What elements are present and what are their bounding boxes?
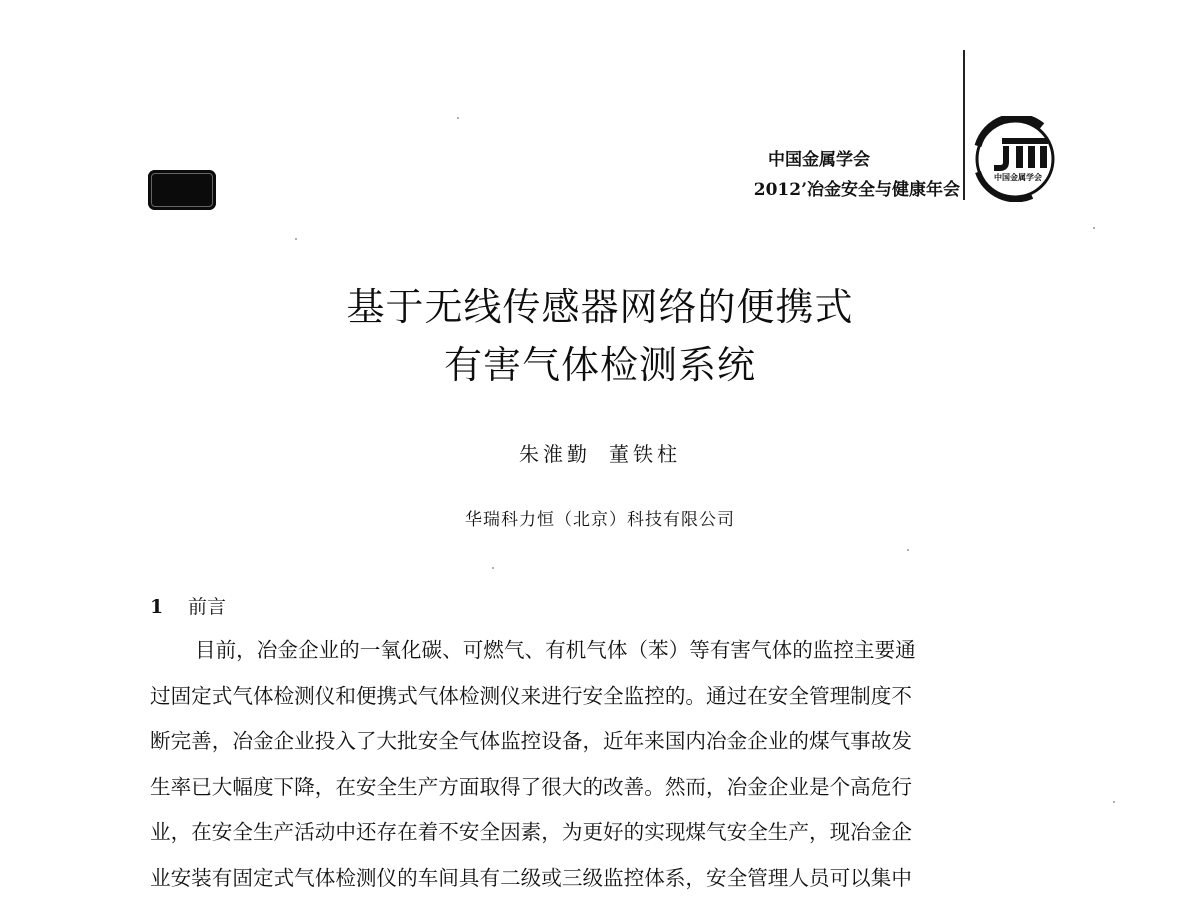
section-heading — [150, 592, 226, 619]
conference-header — [700, 145, 960, 205]
org-name: 中国金属学会 — [700, 145, 960, 175]
body-line: 过固定式气体检测仪和便携式气体检测仪来进行安全监控的。通过在安全管理制度不 — [150, 674, 1050, 720]
affiliation: 华瑞科力恒（北京）科技有限公司 — [300, 505, 900, 530]
body-line: 断完善，冶金企业投入了大批安全气体监控设备，近年来国内冶金企业的煤气事故发 — [150, 719, 1050, 765]
body-line: 目前，冶金企业的一氧化碳、可燃气、有机气体（苯）等有害气体的监控主要通 — [150, 628, 1050, 674]
body-line: 业，在安全生产活动中还存在着不安全因素，为更好的实现煤气安全生产，现冶金企 — [150, 810, 1050, 856]
conference-name: 2012’冶金安全与健康年会 — [700, 175, 960, 205]
body-text — [150, 628, 1050, 901]
logo-text: 中国金属学会 — [994, 172, 1042, 182]
header-divider — [963, 50, 965, 200]
scan-speck — [1113, 801, 1115, 803]
scan-speck — [492, 567, 494, 569]
scan-speck — [457, 117, 459, 119]
author-2: 董铁柱 — [609, 442, 681, 466]
title-line-2: 有害气体检测系统 — [250, 336, 950, 394]
body-line: 业安装有固定式气体检测仪的车间具有二级或三级监控体系，安全管理人员可以集中 — [150, 856, 1050, 901]
scan-speck — [295, 238, 297, 240]
scan-speck — [907, 549, 909, 551]
body-line: 生率已大幅度下降，在安全生产方面取得了很大的改善。然而，冶金企业是个高危行 — [150, 765, 1050, 811]
section-number: 1 — [150, 596, 188, 618]
author-1: 朱淮勤 — [519, 442, 591, 466]
section-title: 前言 — [188, 596, 226, 618]
paper-title — [250, 278, 950, 394]
cism-logo-icon — [972, 116, 1058, 202]
authors — [300, 438, 900, 467]
scan-speck — [1093, 227, 1095, 229]
title-line-1: 基于无线传感器网络的便携式 — [250, 278, 950, 336]
black-label-box — [148, 170, 216, 210]
